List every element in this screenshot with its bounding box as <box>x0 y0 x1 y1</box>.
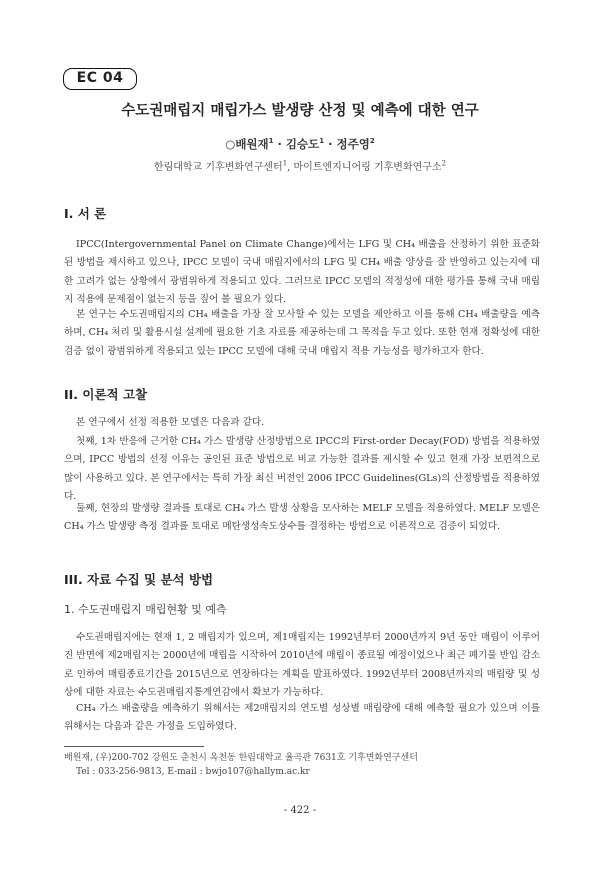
intro-paragraph-2: 본 연구는 수도권매립지의 CH₄ 배출을 가장 잘 모사할 수 있는 모델을 제안하고 이를 통해 CH₄ 배출량을 예측하며, CH₄ 처리 및 활용시설 설계에 필요한 기초 자료를 제공하는데 그 목적을 두고 있다. 또한 현재 정확성에 대한 검증 없이 광범위하게 적용되고 있는 IPCC 모델에 대해 국내 매립지 적용 가능성을 평가하고자 한다. <box>64 309 540 357</box>
intro-paragraph-1: IPCC(Intergovernmental Panel on Climate Change)에서는 LFG 및 CH₄ 배출을 산정하기 위한 표준화된 방법을 제시하고 있으나, IPCC 모델이 국내 매립지에서의 LFG 및 CH₄ 배출 양상을 잘 반영하고 있는지에 대한 고려가 없는 상황에서 광범위하게 적용되고 있다. 그러므로 IPCC 모델의 적정성에 대한 평가를 통해 국내 매립지 적용에 문제점이 없는지 등을 짚어 볼 필요가 있다. <box>64 239 540 305</box>
affiliation-separator: , <box>287 162 294 173</box>
affiliation-2: 마이트엔지니어링 기후변화연구소 <box>293 162 442 173</box>
affiliation-2-mark: 2 <box>441 159 447 168</box>
author-list <box>0 136 600 152</box>
affiliation-list <box>0 158 600 173</box>
paper-title: 수도권매립지 매립가스 발생량 산정 및 예측에 대한 연구 <box>121 103 479 119</box>
footnote-divider <box>64 746 204 747</box>
presenter-mark: ○ <box>225 137 236 151</box>
author-separator: · <box>324 137 337 151</box>
section-heading-methods: III. 자료 수집 및 분석 방법 <box>64 572 214 587</box>
author-3-affil: 2 <box>369 137 375 146</box>
author-1: 배원재 <box>235 137 269 151</box>
author-separator: · <box>273 137 286 151</box>
session-tag: EC 04 <box>63 68 137 90</box>
section-heading-theory: II. 이론적 고찰 <box>64 387 148 402</box>
footnote-contact: Tel : 033-256-9813, E-mail : bwjo107@hallym.ac.kr <box>76 767 310 777</box>
theory-paragraph-1: 본 연구에서 선정 적용한 모델은 다음과 같다. <box>76 417 265 428</box>
page-number: - 422 - <box>283 805 317 816</box>
theory-paragraph-2: 첫째, 1차 반응에 근거한 CH₄ 가스 발생량 산정방법으로 IPCC의 First-order Decay(FOD) 방법을 적용하였으며, IPCC 방법의 선정 이유는 공인된 표준 방법으로 비교 가능한 결과를 제시할 수 있고 현재 가장 보편적으로 많이 사용하고 있다. 본 연구에서는 특히 가장 최신 버전인 2006 IPCC Guidelines(GLs)의 산정방법을 적용하였다. <box>64 436 540 502</box>
footnote-address: 배원재, (우)200-702 강원도 춘천시 옥천동 한림대학교 율곡관 7631호 기후변화연구센터 <box>64 753 418 763</box>
subsection-heading-landfill-status: 1. 수도권매립지 매립현황 및 예측 <box>64 603 227 616</box>
methods-paragraph-1: 수도권매립지에는 현재 1, 2 매립지가 있으며, 제1매립지는 1992년부터 2000년까지 9년 동안 매립이 이루어진 반면에 제2매립지는 2000년에 매립을 시작하여 2010년에 매립이 종료될 예정이었으나 최근 폐기물 반입 감소로 인하여 매립종료기간을 2015년으로 연장하다는 계획을 발표하였다. 1992년부터 2008년까지의 매립량 및 성상에 대한 자료는 수도권매립지통계연감에서 확보가 가능하다. <box>64 632 540 698</box>
affiliation-1: 한림대학교 기후변화연구센터 <box>153 162 283 173</box>
author-3: 정주영 <box>336 137 370 151</box>
author-2-affil: 1 <box>319 137 325 146</box>
methods-paragraph-2: CH₄ 가스 배출량을 예측하기 위해서는 제2매립지의 연도별 성상별 매립량에 대해 예측할 필요가 있으며 이를 위해서는 다음과 같은 가정을 도입하였다. <box>64 703 540 733</box>
theory-paragraph-3: 둘째, 현장의 발생량 결과를 토대로 CH₄ 가스 발생 상황을 모사하는 MELF 모델을 적용하였다. MELF 모델은 CH₄ 가스 발생량 측정 결과를 토대로 메탄생성속도상수를 결정하는 방법으로 이론적으로 검증이 되었다. <box>64 503 540 533</box>
affiliation-1-mark: 1 <box>282 159 288 168</box>
section-heading-introduction: I. 서 론 <box>64 206 107 221</box>
author-1-affil: 1 <box>268 137 274 146</box>
author-2: 김승도 <box>285 137 320 151</box>
